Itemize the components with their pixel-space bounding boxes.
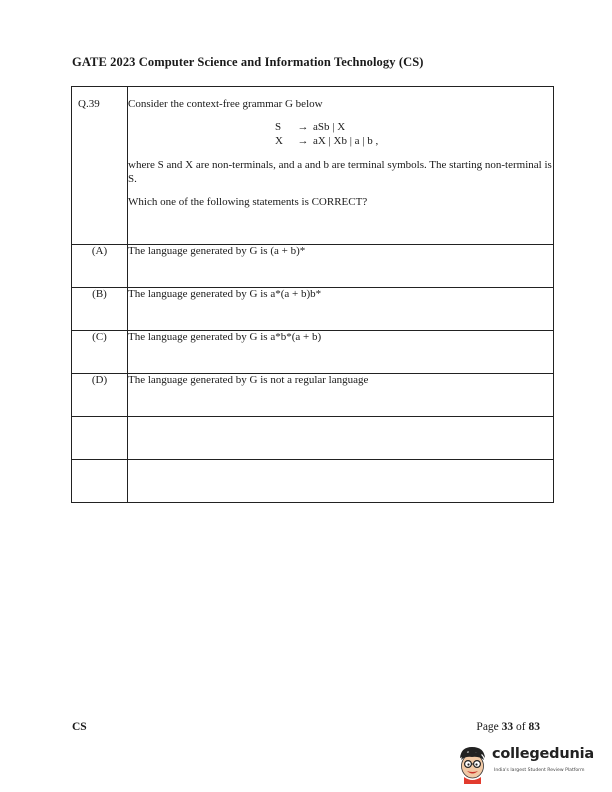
option-row-a[interactable] <box>72 245 554 288</box>
page-of: of <box>516 721 526 733</box>
option-text: The language generated by G is not a regular language <box>128 374 554 417</box>
grammar-block <box>275 120 553 148</box>
grammar-rule <box>275 120 553 134</box>
grammar-rule <box>275 134 553 148</box>
option-text: The language generated by G is (a + b)* <box>128 245 554 288</box>
option-label: (B) <box>72 288 128 331</box>
question-description: where S and X are non-terminals, and a and b are terminal symbols. The starting non-terminal is S. <box>128 159 552 185</box>
grammar-lhs: S <box>275 121 282 133</box>
mascot-face-icon <box>455 744 489 784</box>
option-text: The language generated by G is a*b*(a + b) <box>128 331 554 374</box>
option-text: The language generated by G is a*(a + b)b* <box>128 288 554 331</box>
grammar-rhs: aSb | X <box>313 121 346 133</box>
empty-row <box>72 417 554 460</box>
option-label: (D) <box>72 374 128 417</box>
question-body <box>128 87 554 245</box>
option-row-d[interactable] <box>72 374 554 417</box>
grammar-arrow: → <box>297 135 309 147</box>
grammar-lhs: X <box>275 135 283 147</box>
question-number: Q.39 <box>72 87 128 245</box>
page-total: 83 <box>528 721 540 733</box>
footer-page-number <box>476 721 540 733</box>
grammar-arrow: → <box>297 121 309 133</box>
option-row-b[interactable] <box>72 288 554 331</box>
page-prefix: Page <box>476 721 499 733</box>
footer-subject-code: CS <box>72 721 87 733</box>
question-table <box>71 86 554 503</box>
page-current: 33 <box>501 721 514 733</box>
brand-tagline: India's largest Student Review Platform <box>494 768 585 773</box>
question-prompt: Which one of the following statements is CORRECT? <box>128 196 368 208</box>
empty-row <box>72 460 554 503</box>
option-label: (C) <box>72 331 128 374</box>
collegedunia-logo[interactable] <box>455 744 595 784</box>
question-row <box>72 87 554 245</box>
question-intro: Consider the context-free grammar G below <box>128 98 323 110</box>
option-label: (A) <box>72 245 128 288</box>
grammar-rhs: aX | Xb | a | b , <box>313 135 379 147</box>
page-header-title: GATE 2023 Computer Science and Information Technology (CS) <box>72 55 424 69</box>
option-row-c[interactable] <box>72 331 554 374</box>
brand-name: collegedunia <box>492 746 594 762</box>
